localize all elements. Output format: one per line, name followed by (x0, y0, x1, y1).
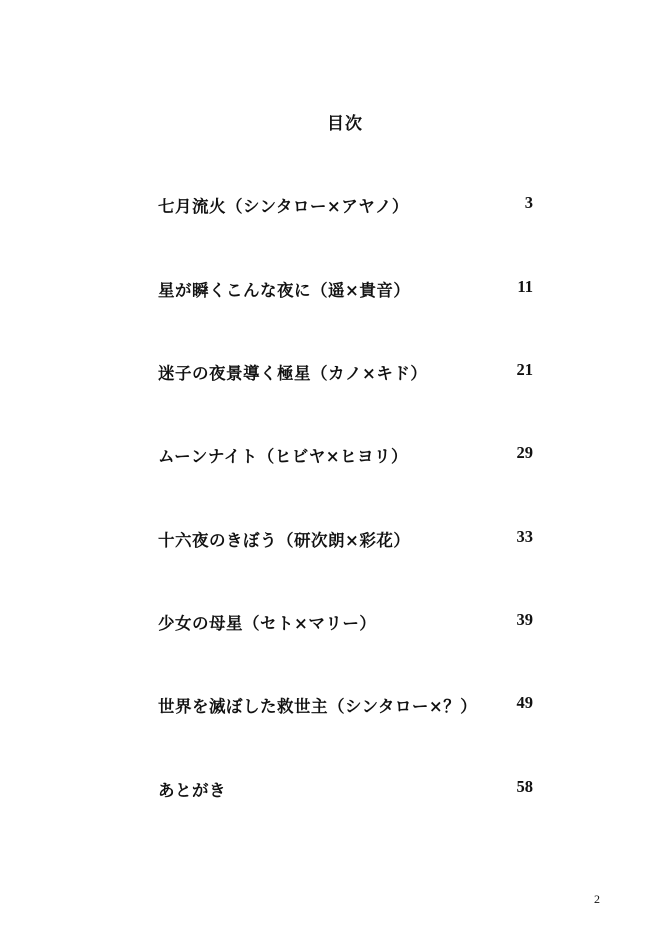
toc-entry[interactable] (158, 277, 533, 301)
toc-entry-page: 29 (516, 443, 533, 462)
toc-entry-title: 十六夜のきぼう（研次朗×彩花） (158, 531, 411, 550)
toc-entry[interactable] (158, 527, 533, 551)
toc-heading: 目次 (327, 114, 363, 134)
toc-entry-page: 33 (516, 527, 533, 546)
toc-entry-page: 11 (517, 277, 533, 296)
toc-entry-title: ムーンナイト（ヒビヤ×ヒヨリ） (158, 447, 409, 466)
toc-entry[interactable] (158, 360, 533, 384)
toc-entry-title: 七月流火（シンタロー×アヤノ） (158, 197, 409, 216)
toc-entry-title: あとがき (158, 781, 226, 800)
toc-entry-page: 39 (516, 610, 533, 629)
toc-entry-title: 迷子の夜景導く極星（カノ×キド） (158, 364, 428, 383)
toc-entry-page: 49 (516, 693, 533, 712)
toc-entry-page: 3 (524, 193, 533, 212)
toc-entry-page: 21 (516, 360, 533, 379)
toc-entry-title: 星が瞬くこんな夜に（遥×貴音） (158, 281, 411, 300)
toc-entry-page: 58 (516, 777, 533, 796)
toc-entry[interactable] (158, 610, 533, 634)
toc-entry[interactable] (158, 443, 533, 467)
toc-entry[interactable] (158, 777, 533, 801)
toc-entry-title: 世界を滅ぼした救世主（シンタロー×？） (158, 697, 478, 716)
toc-entry-title: 少女の母星（セト×マリー） (158, 614, 377, 633)
page-number: 2 (594, 892, 600, 906)
toc-entry[interactable] (158, 693, 533, 717)
toc-entry[interactable] (158, 193, 533, 217)
